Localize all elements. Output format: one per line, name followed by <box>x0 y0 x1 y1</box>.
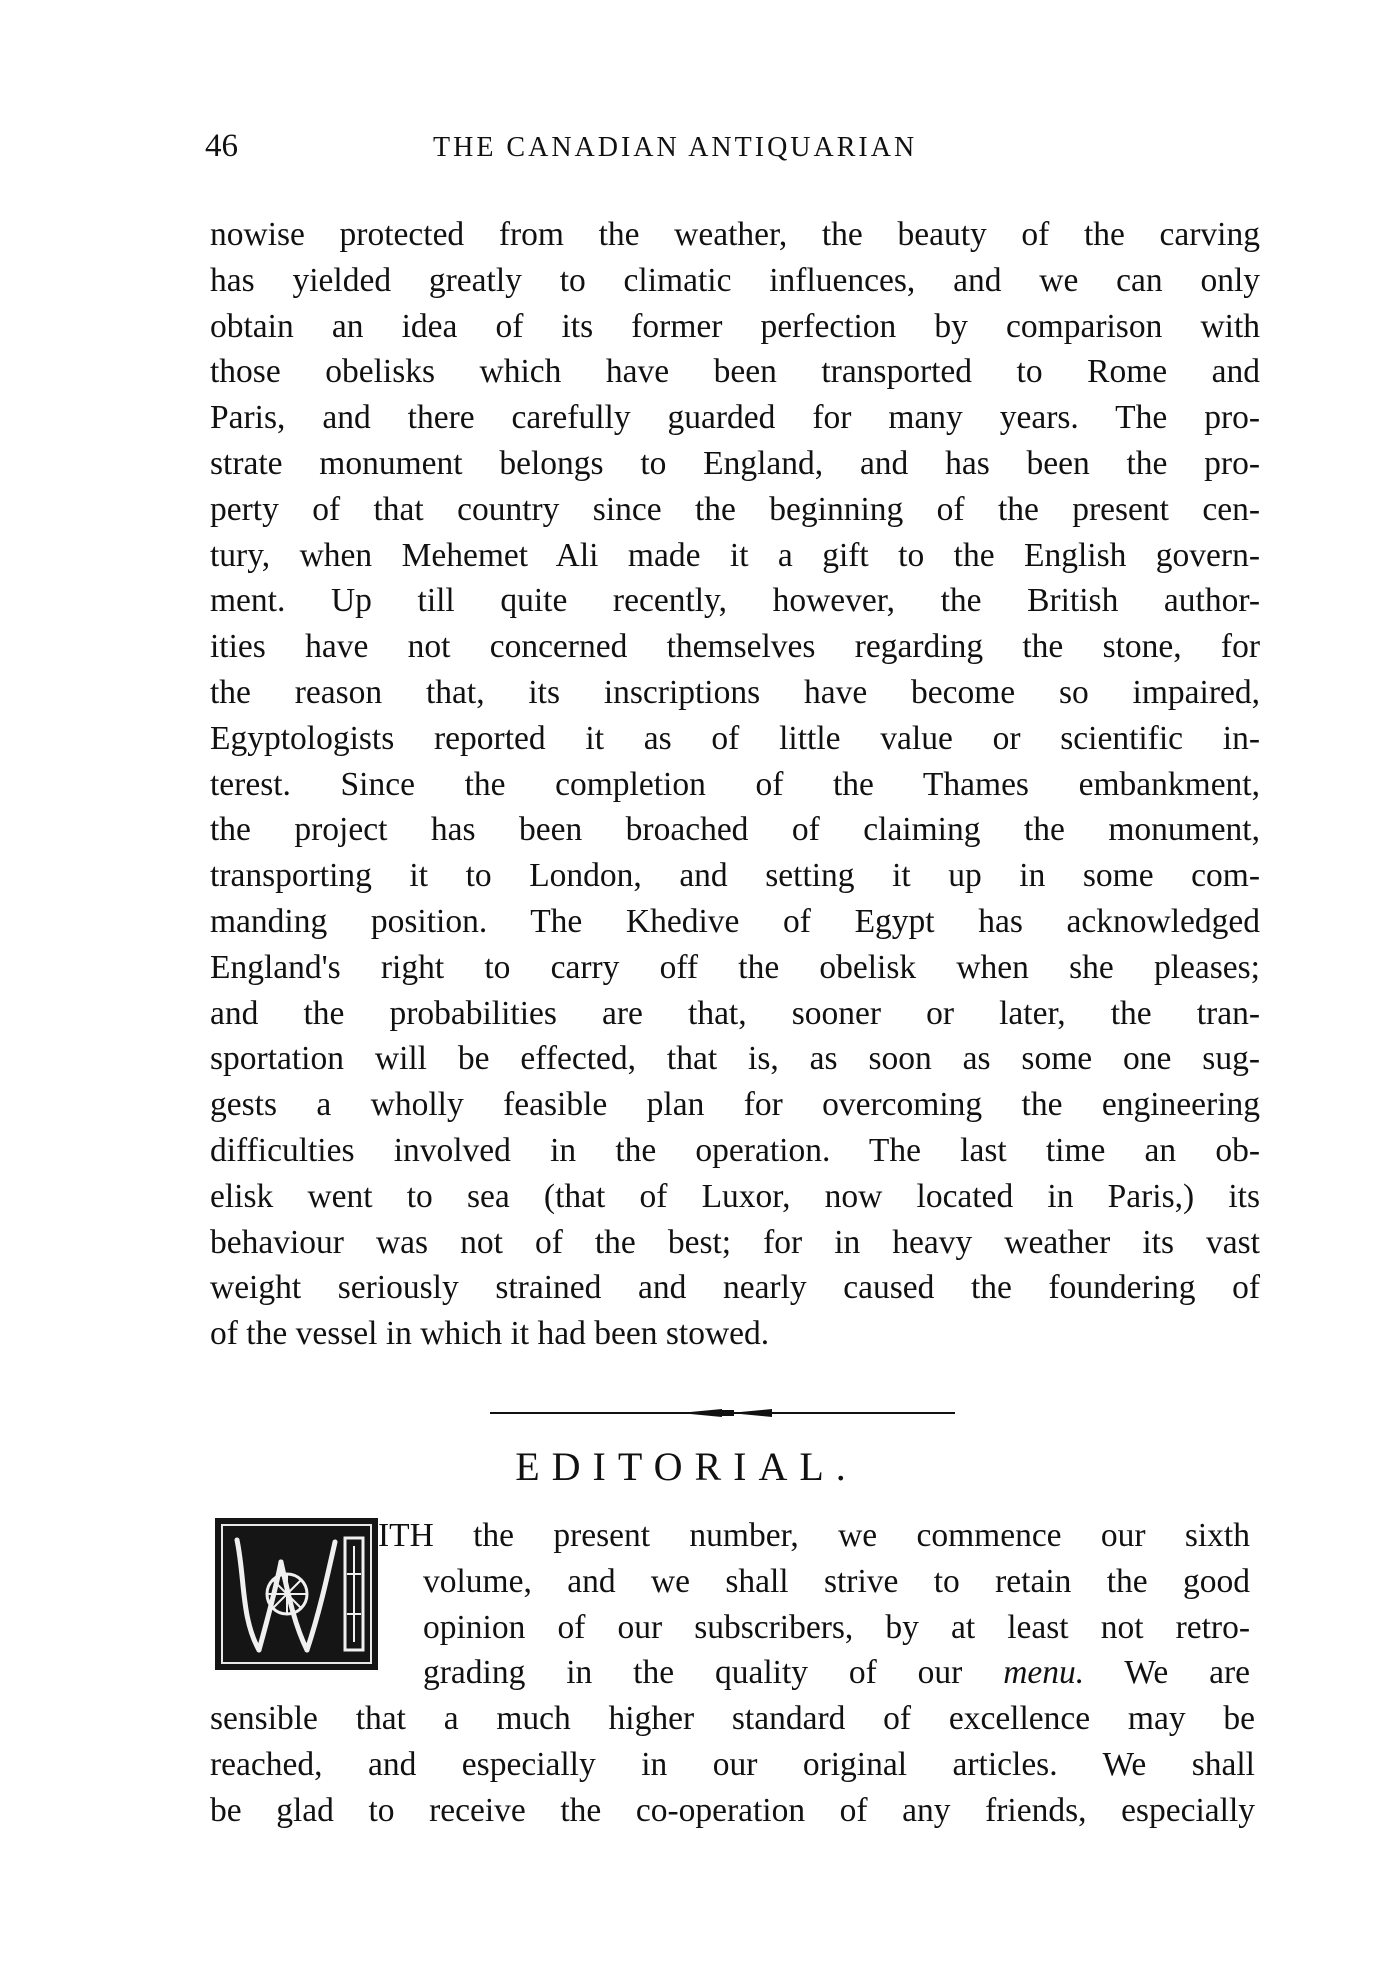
text-line: ment. Up till quite recently, however, the British author- <box>210 582 1260 620</box>
text-line: England's right to carry off the obelisk when she pleases; <box>210 948 1260 986</box>
text-line: strate monument belongs to England, and has been the pro- <box>210 444 1260 482</box>
text-line: opinion of our subscribers, by at least not retro- <box>423 1608 1250 1646</box>
text-line: nowise protected from the weather, the beauty of the carving <box>210 216 1260 253</box>
text-fragment: grading in the quality of our <box>423 1654 1004 1692</box>
text-line: sensible that a much higher standard of excellence may be <box>210 1700 1255 1737</box>
section-divider-ornament <box>490 1406 955 1420</box>
text-line: terest. Since the completion of the Thames embankment, <box>210 765 1260 803</box>
text-line: behaviour was not of the best; for in heavy weather its vast <box>210 1223 1260 1261</box>
editorial-heading: EDITORIAL. <box>515 1444 858 1489</box>
text-line: ities have not concerned themselves regarding the stone, for <box>210 628 1260 666</box>
italic-word: menu. <box>1003 1654 1085 1692</box>
text-line: the reason that, its inscriptions have become so impaired, <box>210 673 1260 711</box>
text-line: weight seriously strained and nearly caused the foundering of <box>210 1269 1260 1307</box>
menu-line <box>378 1650 1250 1696</box>
page-number: 46 <box>205 128 238 164</box>
editorial-body <box>210 1696 1255 1833</box>
text-line: of the vessel in which it had been stowed. <box>210 1315 770 1353</box>
text-line: reached, and especially in our original articles. We shall <box>210 1745 1255 1783</box>
text-line: difficulties involved in the operation. The last time an ob- <box>210 1131 1260 1169</box>
text-line: Paris, and there carefully guarded for many years. The pro- <box>210 399 1260 437</box>
text-line: obtain an idea of its former perfection by comparison with <box>210 307 1260 345</box>
editorial-first-line: ITH the present number, we commence our sixth <box>378 1517 1250 1554</box>
text-line: the project has been broached of claiming the monument, <box>210 811 1260 849</box>
text-line: Egyptologists reported it as of little value or scientific in- <box>210 719 1260 757</box>
text-line: tury, when Mehemet Ali made it a gift to the English govern- <box>210 536 1260 574</box>
text-line: manding position. The Khedive of Egypt has acknowledged <box>210 902 1260 940</box>
text-line: has yielded greatly to climatic influences, and we can only <box>210 261 1260 299</box>
running-title: THE CANADIAN ANTIQUARIAN <box>433 132 918 163</box>
decorative-initial-w <box>215 1518 378 1670</box>
article-body <box>210 212 1260 1357</box>
text-line: volume, and we shall strive to retain the good <box>423 1562 1250 1600</box>
text-line: and the probabilities are that, sooner or later, the tran- <box>210 994 1260 1032</box>
text-line: transporting it to London, and setting it up in some com- <box>210 857 1260 895</box>
text-line: be glad to receive the co-operation of any friends, especially <box>210 1791 1255 1829</box>
text-fragment: We are <box>1084 1654 1251 1692</box>
text-line: elisk went to sea (that of Luxor, now located in Paris,) its <box>210 1177 1260 1215</box>
text-line: those obelisks which have been transported to Rome and <box>210 353 1260 391</box>
text-line: perty of that country since the beginning of the present cen- <box>210 490 1260 528</box>
text-line: sportation will be effected, that is, as soon as some one sug- <box>210 1040 1260 1078</box>
editorial-opening-lines <box>378 1513 1250 1696</box>
text-line: gests a wholly feasible plan for overcoming the engineering <box>210 1086 1260 1124</box>
page-header <box>205 128 1255 176</box>
